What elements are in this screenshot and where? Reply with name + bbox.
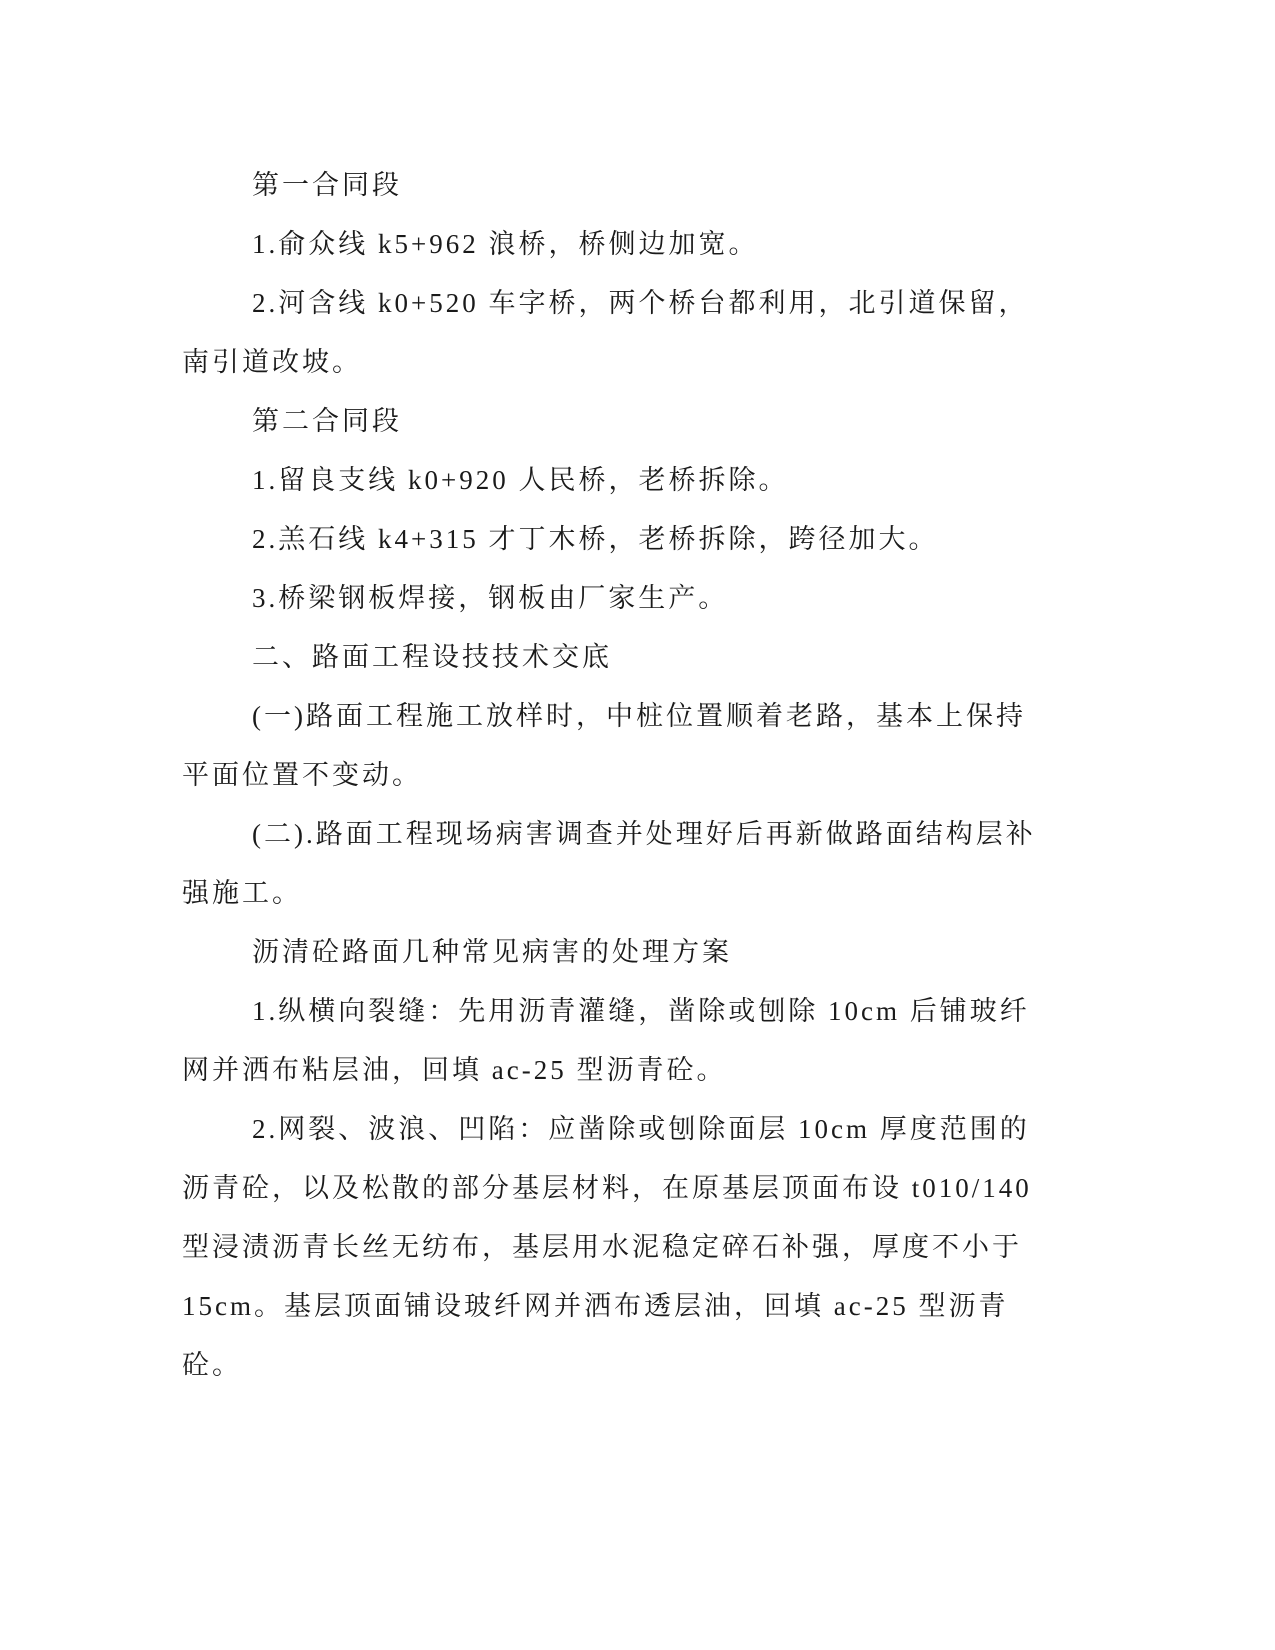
section-heading-contract-2: 第二合同段 <box>252 406 402 436</box>
paragraph-item: 3.桥梁钢板焊接，钢板由厂家生产。 <box>252 583 729 613</box>
paragraph-item: 2.河含线 k0+520 车字桥，两个桥台都利用，北引道保留，南引道改坡。 <box>182 288 1029 377</box>
paragraph-item: 1.俞众线 k5+962 浪桥，桥侧边加宽。 <box>252 229 759 259</box>
section-heading-contract-1: 第一合同段 <box>252 170 402 200</box>
paragraph-item: 1.纵横向裂缝：先用沥青灌缝，凿除或刨除 10cm 后铺玻纤网并洒布粘层油，回填 ac-25 型沥青砼。 <box>182 996 1030 1085</box>
section-heading-asphalt-defects: 沥清砼路面几种常见病害的处理方案 <box>252 937 732 967</box>
paragraph-item: 2.网裂、波浪、凹陷：应凿除或刨除面层 10cm 厚度范围的沥青砼，以及松散的部分基层材料，在原基层顶面布设 t010/140 型浸渍沥青长丝无纺布，基层用水泥稳定碎石补强，厚度不小于 15cm。基层顶面铺设玻纤网并洒布透层油，回填 ac-25 型沥青砼。 <box>182 1114 1032 1380</box>
section-heading-pavement: 二、路面工程设技技术交底 <box>252 642 612 672</box>
paragraph-item: 1.留良支线 k0+920 人民桥，老桥拆除。 <box>252 465 789 495</box>
paragraph-item: (二).路面工程现场病害调查并处理好后再新做路面结构层补强施工。 <box>182 819 1036 908</box>
paragraph-item: 2.羔石线 k4+315 才丁木桥，老桥拆除，跨径加大。 <box>252 524 939 554</box>
document-body <box>182 156 1042 1395</box>
paragraph-item: (一)路面工程施工放样时，中桩位置顺着老路，基本上保持平面位置不变动。 <box>182 701 1026 790</box>
